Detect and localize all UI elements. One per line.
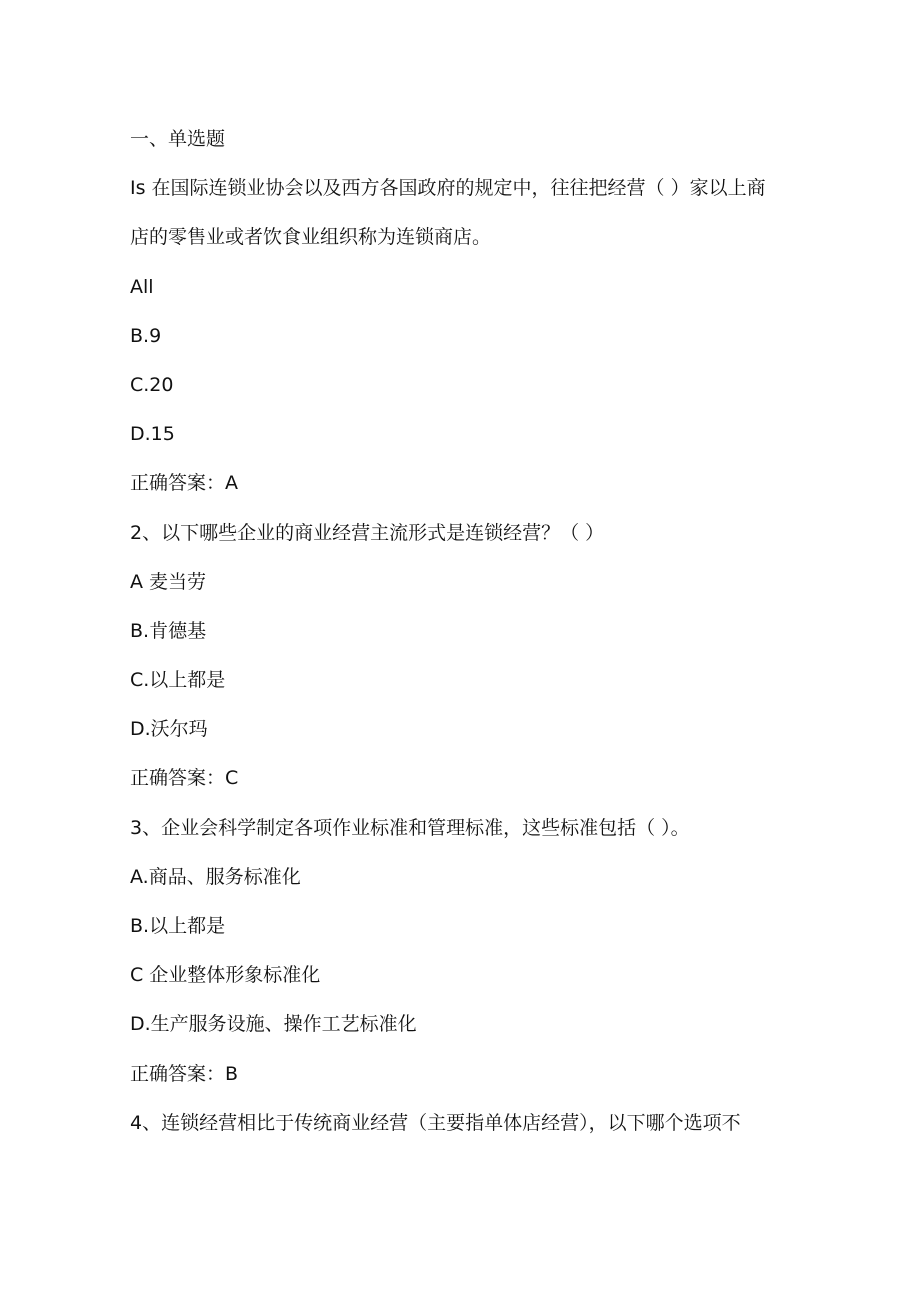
section-heading: 一、单选题	[130, 128, 226, 150]
question-1-option-b: B.9	[130, 324, 162, 347]
document-body	[130, 115, 800, 1148]
question-3-answer: 正确答案：B	[130, 1062, 239, 1085]
question-2-answer: 正确答案：C	[130, 767, 239, 790]
question-3-option-b: B.以上都是	[130, 915, 226, 937]
question-3-option-d: D.生产服务设施、操作工艺标准化	[130, 1013, 417, 1036]
question-2-option-a: A 麦当劳	[130, 570, 207, 593]
question-1-answer: 正确答案：A	[130, 472, 238, 495]
question-2-text: 2、以下哪些企业的商业经营主流形式是连锁经营？（ ）	[130, 521, 605, 544]
question-4-text: 4、连锁经营相比于传统商业经营（主要指单体店经营），以下哪个选项不	[130, 1111, 741, 1134]
question-1-option-d: D.15	[130, 423, 175, 446]
question-2-option-b: B.肯德基	[130, 619, 207, 642]
question-1-option-a: All	[130, 275, 154, 298]
question-3-option-c: C 企业整体形象标准化	[130, 964, 321, 987]
question-1-text-line-2: 店的零售业或者饮食业组织称为连锁商店。	[130, 226, 492, 249]
question-3-text: 3、企业会科学制定各项作业标准和管理标准，这些标准包括（ ）。	[130, 816, 690, 839]
question-2-option-d: D.沃尔玛	[130, 718, 208, 741]
question-2-option-c: C.以上都是	[130, 669, 226, 692]
question-1-option-c: C.20	[130, 373, 174, 396]
question-3-option-a: A.商品、服务标准化	[130, 865, 301, 888]
question-1-text-line-1: Is 在国际连锁业协会以及西方各国政府的规定中，往往把经营（ ）家以上商	[130, 177, 766, 200]
